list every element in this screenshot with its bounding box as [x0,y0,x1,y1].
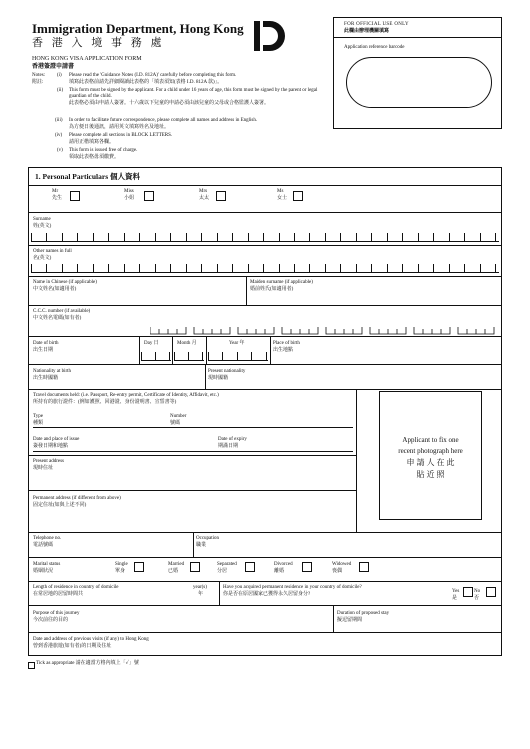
permanent-no-checkbox[interactable] [486,587,496,597]
number-label-zh: 號碼 [170,421,181,426]
marital-widowed-label-zh: 喪偶 [332,569,343,574]
dob-month-field[interactable] [174,352,204,361]
title-mrs-label: Mrs [199,189,208,194]
note-4-num: (iv) [55,133,63,138]
duration-label: Duration of proposed stay [337,611,390,616]
title-mr-label-zh: 先生 [52,196,63,201]
form-title-zh: 香港簽證申請書 [32,64,75,70]
pob-label: Place of birth [273,341,300,346]
marital-divorced-label-zh: 離婚 [274,569,285,574]
dob-month-label: Month 月 [177,341,197,346]
barcode-label: Application reference barcode [344,45,405,50]
section-1-title: 1. Personal Particulars 個人資料 [35,172,140,181]
photo-instruction-1: Applicant to fix one [402,436,459,444]
marital-widowed-label: Widowed [332,562,352,567]
marital-single-label: Single [115,562,128,567]
expiry-label: Date of expiry [218,437,247,442]
previous-visits-label-zh: 曾到香港旅遊(如有者)的日期及住址 [33,644,112,649]
marital-widowed-checkbox[interactable] [359,562,369,572]
present-nationality-label: Present nationality [208,369,246,374]
form-title-en: HONG KONG VISA APPLICATION FORM [32,56,142,62]
surname-field[interactable] [31,233,499,242]
surname-label-zh: 姓(英文) [33,224,52,229]
note-1-en: Please read the 'Guidance Notes (I.D. 812A)' carefully before completing this form. [69,73,237,78]
title-ms-checkbox[interactable] [293,191,303,201]
note-2-en: This form must be signed by the applicant. For a child under 16 years of age, this form must be signed by the parent or legal guardian of the child. [69,88,318,99]
residence-length-label: Length of residence in country of domicile [33,585,119,590]
years-label: year(s) [193,585,207,590]
note-2-num: (ii) [57,88,64,93]
surname-label: Surname [33,217,51,222]
marital-single-checkbox[interactable] [134,562,144,572]
issue-label: Date and place of issue [33,437,80,442]
issue-label-zh: 簽發日期和地點 [33,444,69,449]
telephone-label-zh: 電話號碼 [33,543,54,548]
maiden-label: Maiden surname (if applicable) [250,280,313,285]
marital-married-checkbox[interactable] [190,562,200,572]
note-4-zh: 請用正楷填寫各欄。 [69,140,115,145]
marital-divorced-checkbox[interactable] [302,562,312,572]
note-4-en: Please complete all sections in BLOCK LETTERS. [69,133,173,138]
yes-label-zh: 是 [452,596,458,601]
dob-year-field[interactable] [208,352,268,361]
number-label: Number [170,414,187,419]
title-miss-label: Miss [124,189,134,194]
title-mrs-checkbox[interactable] [216,191,226,201]
chinese-name-label: Name in Chinese (if applicable) [33,280,97,285]
dob-day-field[interactable] [141,352,171,361]
type-label-zh: 種類 [33,421,44,426]
official-use-title-zh: 此欄由辦理機關填寫 [344,29,390,34]
dob-label: Date of birth [33,341,59,346]
ccc-field[interactable] [150,322,498,332]
nationality-birth-label-zh: 出生時國籍 [33,376,59,381]
official-use-box [333,17,502,129]
marital-married-label: Married [168,562,185,567]
present-address-label-zh: 現時住址 [33,466,54,471]
present-nationality-label-zh: 現時國籍 [208,376,229,381]
department-title-en: Immigration Department, Hong Kong [32,21,244,36]
title-mr-checkbox[interactable] [70,191,80,201]
marital-label: Marital status [33,562,61,567]
marital-divorced-label: Divorced [274,562,293,567]
photo-instruction-4: 貼 近 照 [416,470,445,479]
marital-separated-checkbox[interactable] [245,562,255,572]
photo-instruction-2: recent photograph here [398,447,463,455]
note-3-num: (iii) [55,118,63,123]
occupation-label: Occupation [196,536,220,541]
present-address-label: Present address [33,459,64,464]
expiry-label-zh: 期滿日期 [218,444,239,449]
immigration-logo [250,17,288,55]
tick-box-icon [28,662,35,669]
no-label: No [474,589,481,594]
other-names-label: Other names in full [33,249,72,254]
note-5-num: (v) [57,148,63,153]
previous-visits-label: Date and address of previous visits (if any) to Hong Kong [33,637,149,642]
travel-doc-label: Travel documents held: (i.e. Passport, Re-entry permit, Certificate of Identity, Affidavit, etc.) [33,393,219,398]
type-label: Type [33,414,43,419]
notes-label: Notes: [32,73,46,78]
no-label-zh: 否 [474,596,480,601]
marital-single-label-zh: 單身 [115,569,126,574]
permanent-yes-checkbox[interactable] [463,587,473,597]
purpose-label-zh: 今次前往的目的 [33,618,69,623]
photo-box [379,391,482,520]
marital-separated-label-zh: 分居 [217,569,228,574]
title-ms-label-zh: 女士 [277,196,288,201]
note-3-zh: 為方便日後通訊，請用英文填寫姓名及地址。 [69,125,170,130]
other-names-label-zh: 名(英文) [33,256,52,261]
nationality-birth-label: Nationality at birth [33,369,72,374]
pob-label-zh: 出生地點 [273,348,294,353]
note-1-zh: 填寫此表格前請先詳細閱讀此表格的「填表須知(表格 I.D. 812A 款)」。 [69,80,223,85]
photo-instruction-3: 申 請 人 在 此 [406,458,455,467]
department-title-zh: 香 港 入 境 事 務 處 [32,37,165,49]
residence-length-label-zh: 在常居地的居留時間共 [33,592,84,597]
ccc-label-zh: 中文姓名電碼(如有者) [33,316,82,321]
chinese-name-label-zh: 中文姓名(如適用者) [33,287,77,292]
travel-doc-label-zh: 所持有的旅行證件：(例如護照、回港證、身份證明書、宣誓書等) [33,400,177,405]
permanent-residence-q: Have you acquired permanent residence in your country of domicile? [223,585,362,590]
title-ms-label: Ms [277,189,284,194]
title-miss-checkbox[interactable] [144,191,154,201]
duration-label-zh: 擬逗留期間 [337,618,363,623]
other-names-field[interactable] [31,264,499,273]
permanent-residence-q-zh: 你是否在原居國家已獲得永久居留身分? [223,592,311,597]
note-5-en: This form is issued free of charge. [69,148,138,153]
marital-label-zh: 婚姻狀況 [33,569,54,574]
permanent-address-label: Permanent address (if different from above) [33,496,121,501]
marital-separated-label: Separated [217,562,237,567]
title-miss-label-zh: 小姐 [124,196,135,201]
dob-label-zh: 出生日期 [33,348,54,353]
maiden-label-zh: 婚前姓氏(如適用者) [250,287,294,292]
permanent-address-label-zh: 固定住址(如與上述不同) [33,503,87,508]
occupation-label-zh: 職業 [196,543,207,548]
yes-label: Yes [452,589,460,594]
note-5-zh: 領取此表格毋須繳費。 [69,155,120,160]
title-mr-label: Mr [52,189,59,194]
purpose-label: Purpose of this journey [33,611,80,616]
barcode-area [346,57,492,108]
ccc-label: C.C.C. number (if available) [33,309,91,314]
title-mrs-label-zh: 太太 [199,196,210,201]
official-use-title: FOR OFFICIAL USE ONLY [344,22,409,27]
notes-label-zh: 附註: [32,80,44,85]
note-1-num: (i) [57,73,62,78]
note-2-zh: 此表格必須由申請人簽署。十六歲以下兒童的申請必須由該兒童的父母或合格監護人簽署。 [69,101,270,106]
years-label-zh: 年 [198,592,204,597]
tick-instruction: Tick as appropriate 請在適當方格內填上「✓」號 [36,661,139,666]
telephone-label: Telephone no. [33,536,62,541]
dob-year-label: Year 年 [229,341,245,346]
marital-married-label-zh: 已婚 [168,569,179,574]
note-3-en: In order to facilitate future correspondence, please complete all names and address in English. [69,118,258,123]
dob-day-label: Day 日 [144,341,159,346]
